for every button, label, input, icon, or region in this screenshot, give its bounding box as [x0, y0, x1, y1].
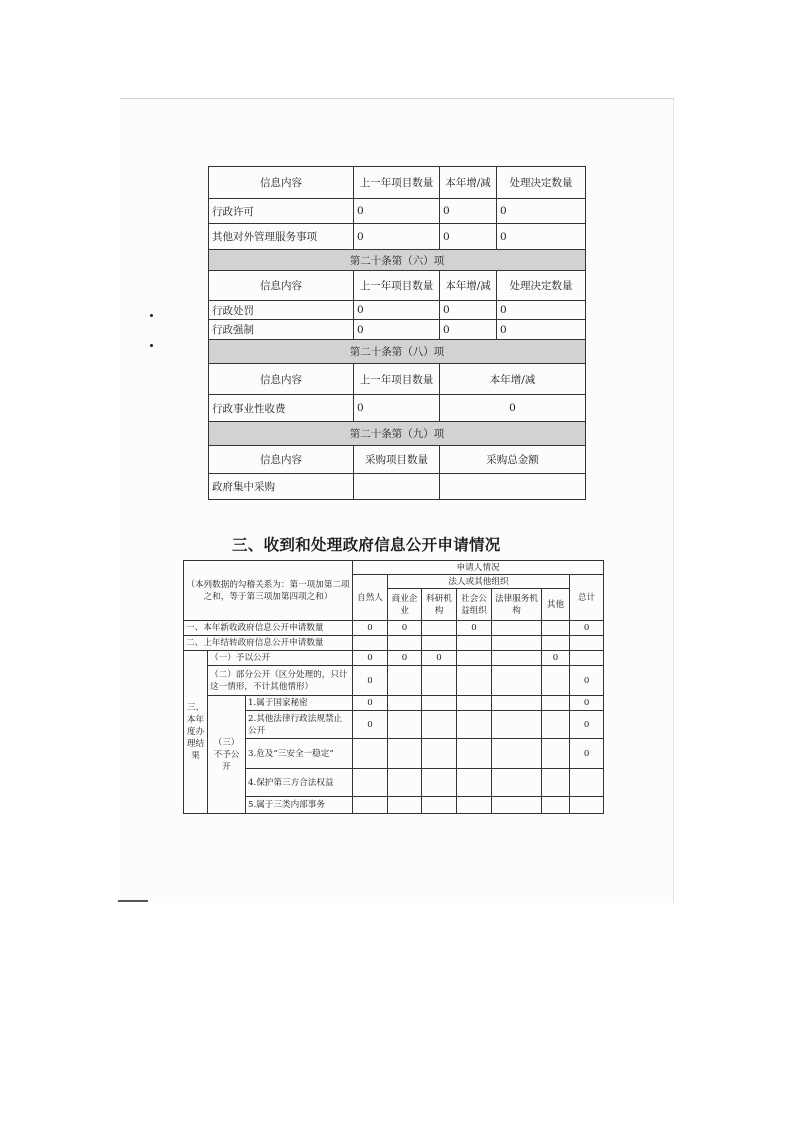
- cell-value: 0: [440, 301, 497, 320]
- cell-value: [388, 636, 422, 651]
- cell-value: [388, 739, 422, 769]
- scan-speck: [150, 344, 153, 347]
- cell-value: [542, 769, 570, 797]
- cell-value: 0: [440, 395, 586, 422]
- section-header-6: 第二十条第（六）项: [209, 250, 586, 271]
- header-content: 信息内容: [209, 446, 354, 474]
- col-business: 商业企业: [388, 589, 422, 621]
- cell-value: [457, 711, 492, 739]
- cell-value: [542, 711, 570, 739]
- disclosure-table: [208, 166, 586, 500]
- cell-value: [570, 636, 604, 651]
- cell-value: [353, 636, 388, 651]
- cell-value: 0: [354, 199, 440, 224]
- header-content: 信息内容: [209, 364, 354, 395]
- section-header-8: 第二十条第（八）项: [209, 340, 586, 364]
- paper-edge-mark: [118, 900, 148, 902]
- cell-value: 0: [570, 696, 604, 711]
- row-label: 2.其他法律行政法规禁止公开: [246, 711, 353, 739]
- cell-value: [570, 769, 604, 797]
- row-label: 3.危及“三安全一稳定”: [246, 739, 353, 769]
- cell-value: [492, 621, 542, 636]
- cell-value: 0: [497, 301, 586, 320]
- header-change: 本年增/减: [440, 364, 586, 395]
- cell-value: [492, 666, 542, 696]
- cell-value: [542, 797, 570, 814]
- cell-value: [388, 711, 422, 739]
- cell-value: [457, 636, 492, 651]
- table-header-row: [209, 364, 586, 395]
- cell-value: 0: [457, 621, 492, 636]
- cell-value: [492, 711, 542, 739]
- cell-value: [492, 739, 542, 769]
- table-row: [184, 711, 604, 739]
- cell-value: [492, 651, 542, 666]
- refuse-group-label: （三）不予公开: [208, 696, 246, 814]
- cell-value: 0: [353, 651, 388, 666]
- row-label: 行政处罚: [209, 301, 354, 320]
- col-research: 科研机构: [422, 589, 457, 621]
- cell-value: 0: [570, 711, 604, 739]
- cell-value: [422, 636, 457, 651]
- table-row: [184, 739, 604, 769]
- table-row: [184, 636, 604, 651]
- cell-value: [542, 739, 570, 769]
- cell-value: [388, 769, 422, 797]
- row-label: 4.保护第三方合法权益: [246, 769, 353, 797]
- cell-value: 0: [354, 320, 440, 340]
- cell-value: [422, 711, 457, 739]
- cell-value: 0: [354, 301, 440, 320]
- cell-value: [354, 474, 440, 500]
- cell-value: 0: [570, 621, 604, 636]
- cell-value: [422, 769, 457, 797]
- cell-value: [388, 797, 422, 814]
- cell-value: [457, 696, 492, 711]
- cell-value: [492, 797, 542, 814]
- cell-value: 0: [353, 666, 388, 696]
- col-total: 总计: [570, 575, 604, 621]
- section-header-9: 第二十条第（九）项: [209, 422, 586, 446]
- table-row: [209, 224, 586, 250]
- row-label: （一）予以公开: [208, 651, 353, 666]
- results-side-label: 三、本年度办理结果: [184, 651, 208, 814]
- table-row: [209, 301, 586, 320]
- table-row: [184, 696, 604, 711]
- header-change: 本年增/减: [440, 271, 497, 301]
- cell-value: [542, 621, 570, 636]
- cell-value: [353, 739, 388, 769]
- cell-value: 0: [440, 224, 497, 250]
- cell-value: [457, 666, 492, 696]
- cell-value: 0: [353, 696, 388, 711]
- table-row: [184, 666, 604, 696]
- table-row: [209, 320, 586, 340]
- table-row: [209, 395, 586, 422]
- table-row: [184, 797, 604, 814]
- cell-value: [457, 651, 492, 666]
- row-label: （二）部分公开（区分处理的，只计这一情形，不计其他情形）: [208, 666, 353, 696]
- section-title: 三、收到和处理政府信息公开申请情况: [232, 536, 501, 554]
- header-content: 信息内容: [209, 167, 354, 199]
- table-header-row: [209, 446, 586, 474]
- cell-value: [422, 739, 457, 769]
- cell-value: [542, 636, 570, 651]
- cell-value: [492, 769, 542, 797]
- cell-value: [422, 797, 457, 814]
- table-row: [184, 769, 604, 797]
- cell-value: 0: [388, 621, 422, 636]
- cell-value: 0: [497, 199, 586, 224]
- row-label: 一、本年新收政府信息公开申请数量: [184, 621, 353, 636]
- col-public-welfare: 社会公益组织: [457, 589, 492, 621]
- cell-value: 0: [542, 651, 570, 666]
- application-table: [183, 560, 604, 814]
- table-header-row: [209, 167, 586, 199]
- cell-value: [422, 621, 457, 636]
- header-proc-count: 采购项目数量: [354, 446, 440, 474]
- table-row: [209, 474, 586, 500]
- row-label: 政府集中采购: [209, 474, 354, 500]
- row-label: 二、上年结转政府信息公开申请数量: [184, 636, 353, 651]
- col-legal-service: 法律服务机构: [492, 589, 542, 621]
- scan-speck: [150, 314, 153, 317]
- cell-value: 0: [570, 666, 604, 696]
- cell-value: [388, 696, 422, 711]
- cell-value: 0: [440, 320, 497, 340]
- cell-value: 0: [497, 224, 586, 250]
- row-label: 行政事业性收费: [209, 395, 354, 422]
- cell-value: 0: [440, 199, 497, 224]
- header-content: 信息内容: [209, 271, 354, 301]
- row-label: 行政强制: [209, 320, 354, 340]
- cell-value: [422, 696, 457, 711]
- row-label: 1.属于国家秘密: [246, 696, 353, 711]
- cell-value: 0: [353, 711, 388, 739]
- applicant-note: （本列数据的勾稽关系为：第一项加第二项之和，等于第三项加第四项之和）: [184, 561, 353, 621]
- cell-value: [353, 769, 388, 797]
- cell-value: [457, 769, 492, 797]
- table-header-row: [209, 271, 586, 301]
- applicant-header: 申请人情况: [353, 561, 604, 575]
- cell-value: 0: [354, 224, 440, 250]
- cell-value: [422, 666, 457, 696]
- cell-value: 0: [388, 651, 422, 666]
- cell-value: [492, 696, 542, 711]
- header-prev-count: 上一年项目数量: [354, 167, 440, 199]
- cell-value: 0: [353, 621, 388, 636]
- header-proc-amount: 采购总金额: [440, 446, 586, 474]
- row-label: 5.属于三类内部事务: [246, 797, 353, 814]
- header-decisions: 处理决定数量: [497, 167, 586, 199]
- row-label: 其他对外管理服务事项: [209, 224, 354, 250]
- cell-value: [542, 696, 570, 711]
- header-prev-count: 上一年项目数量: [354, 364, 440, 395]
- header-decisions: 处理决定数量: [497, 271, 586, 301]
- cell-value: [457, 739, 492, 769]
- cell-value: [492, 636, 542, 651]
- col-legal-entities: 法人或其他组织: [388, 575, 570, 589]
- cell-value: [570, 797, 604, 814]
- cell-value: [440, 474, 586, 500]
- col-natural-person: 自然人: [353, 575, 388, 621]
- table-row: [209, 199, 586, 224]
- cell-value: [388, 666, 422, 696]
- col-other: 其他: [542, 589, 570, 621]
- cell-value: [353, 797, 388, 814]
- header-prev-count: 上一年项目数量: [354, 271, 440, 301]
- row-label: 行政许可: [209, 199, 354, 224]
- cell-value: [570, 651, 604, 666]
- cell-value: 0: [354, 395, 440, 422]
- table-row: [184, 621, 604, 636]
- cell-value: [542, 666, 570, 696]
- cell-value: 0: [422, 651, 457, 666]
- table-row: [184, 651, 604, 666]
- cell-value: 0: [570, 739, 604, 769]
- cell-value: 0: [497, 320, 586, 340]
- header-change: 本年增/减: [440, 167, 497, 199]
- cell-value: [457, 797, 492, 814]
